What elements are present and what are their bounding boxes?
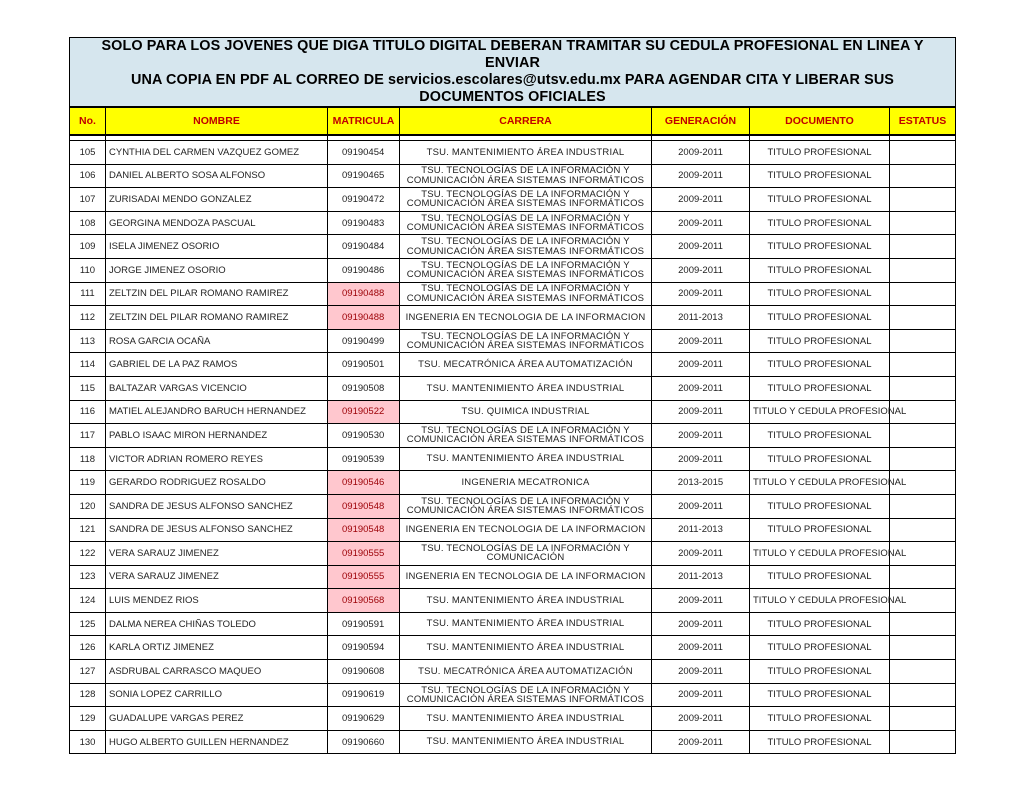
row-no-cell: 119 [70, 471, 106, 495]
row-carrera-cell: INGENERIA EN TECNOLOGIA DE LA INFORMACION [400, 306, 652, 330]
notice-text [70, 38, 956, 108]
table-row [70, 730, 956, 754]
row-matricula-cell: 09190594 [328, 636, 400, 660]
row-matricula-cell: 09190619 [328, 683, 400, 707]
column-header-row [70, 107, 956, 135]
row-matricula-cell: 09190488 [328, 306, 400, 330]
row-documento-cell: TITULO PROFESIONAL [750, 235, 890, 259]
row-generacion-cell: 2009-2011 [652, 141, 750, 165]
row-generacion-cell: 2009-2011 [652, 188, 750, 212]
table-row [70, 707, 956, 731]
table-row [70, 494, 956, 518]
row-estatus-cell [890, 612, 956, 636]
row-nombre-cell: HUGO ALBERTO GUILLEN HERNANDEZ [106, 730, 328, 754]
row-matricula-cell: 09190548 [328, 494, 400, 518]
row-estatus-cell [890, 211, 956, 235]
row-carrera-cell: TSU. TECNOLOGÍAS DE LA INFORMACIÓN Y COMUNICACIÓN ÁREA SISTEMAS INFORMÁTICOS [400, 424, 652, 448]
row-nombre-cell: GEORGINA MENDOZA PASCUAL [106, 211, 328, 235]
row-no-cell: 123 [70, 565, 106, 589]
row-matricula-cell: 09190629 [328, 707, 400, 731]
row-generacion-cell: 2009-2011 [652, 636, 750, 660]
table-row [70, 235, 956, 259]
row-documento-cell: TITULO PROFESIONAL [750, 565, 890, 589]
table-row [70, 258, 956, 282]
header-nombre: NOMBRE [106, 107, 328, 135]
row-estatus-cell [890, 424, 956, 448]
row-estatus-cell [890, 636, 956, 660]
row-estatus-cell [890, 188, 956, 212]
row-estatus-cell [890, 494, 956, 518]
row-no-cell: 126 [70, 636, 106, 660]
row-estatus-cell [890, 376, 956, 400]
row-carrera-cell: TSU. MANTENIMIENTO ÁREA INDUSTRIAL [400, 612, 652, 636]
notice-line-2: UNA COPIA EN PDF AL CORREO DE servicios.escolares@utsv.edu.mx PARA AGENDAR CITA Y LIBERAR SUS [131, 72, 895, 88]
row-documento-cell: TITULO Y CEDULA PROFESIONAL [750, 400, 890, 424]
row-no-cell: 106 [70, 164, 106, 188]
row-nombre-cell: GABRIEL DE LA PAZ RAMOS [106, 353, 328, 377]
row-matricula-cell: 09190568 [328, 589, 400, 613]
row-carrera-cell: TSU. TECNOLOGÍAS DE LA INFORMACIÓN Y COMUNICACIÓN ÁREA SISTEMAS INFORMÁTICOS [400, 188, 652, 212]
row-generacion-cell: 2009-2011 [652, 542, 750, 566]
table-row [70, 329, 956, 353]
row-documento-cell: TITULO PROFESIONAL [750, 683, 890, 707]
row-no-cell: 112 [70, 306, 106, 330]
row-nombre-cell: ASDRUBAL CARRASCO MAQUEO [106, 660, 328, 684]
row-estatus-cell [890, 518, 956, 542]
row-matricula-cell: 09190465 [328, 164, 400, 188]
row-documento-cell: TITULO PROFESIONAL [750, 188, 890, 212]
row-estatus-cell [890, 683, 956, 707]
row-no-cell: 128 [70, 683, 106, 707]
row-carrera-cell: TSU. MANTENIMIENTO ÁREA INDUSTRIAL [400, 447, 652, 471]
row-nombre-cell: LUIS MENDEZ RIOS [106, 589, 328, 613]
row-estatus-cell [890, 282, 956, 306]
row-nombre-cell: GUADALUPE VARGAS PEREZ [106, 707, 328, 731]
row-generacion-cell: 2009-2011 [652, 400, 750, 424]
row-documento-cell: TITULO PROFESIONAL [750, 141, 890, 165]
row-carrera-cell: TSU. TECNOLOGÍAS DE LA INFORMACIÓN Y COMUNICACIÓN ÁREA SISTEMAS INFORMÁTICOS [400, 164, 652, 188]
row-matricula-cell: 09190499 [328, 329, 400, 353]
table-row [70, 306, 956, 330]
row-no-cell: 117 [70, 424, 106, 448]
table-row [70, 164, 956, 188]
header-carrera: CARRERA [400, 107, 652, 135]
row-matricula-cell: 09190472 [328, 188, 400, 212]
row-documento-cell: TITULO PROFESIONAL [750, 211, 890, 235]
row-no-cell: 120 [70, 494, 106, 518]
row-carrera-cell: INGENERIA EN TECNOLOGIA DE LA INFORMACION [400, 565, 652, 589]
row-generacion-cell: 2009-2011 [652, 282, 750, 306]
row-matricula-cell: 09190522 [328, 400, 400, 424]
row-documento-cell: TITULO PROFESIONAL [750, 447, 890, 471]
row-documento-cell: TITULO PROFESIONAL [750, 730, 890, 754]
row-no-cell: 107 [70, 188, 106, 212]
table-row [70, 141, 956, 165]
row-nombre-cell: SANDRA DE JESUS ALFONSO SANCHEZ [106, 518, 328, 542]
row-carrera-cell: INGENERIA EN TECNOLOGIA DE LA INFORMACION [400, 518, 652, 542]
row-carrera-cell: TSU. TECNOLOGÍAS DE LA INFORMACIÓN Y COMUNICACIÓN ÁREA SISTEMAS INFORMÁTICOS [400, 329, 652, 353]
row-generacion-cell: 2009-2011 [652, 730, 750, 754]
row-no-cell: 124 [70, 589, 106, 613]
row-generacion-cell: 2009-2011 [652, 258, 750, 282]
row-matricula-cell: 09190486 [328, 258, 400, 282]
table-row [70, 400, 956, 424]
row-estatus-cell [890, 730, 956, 754]
row-nombre-cell: BALTAZAR VARGAS VICENCIO [106, 376, 328, 400]
header-generacion: GENERACIÓN [652, 107, 750, 135]
row-no-cell: 129 [70, 707, 106, 731]
row-documento-cell: TITULO PROFESIONAL [750, 282, 890, 306]
row-carrera-cell: TSU. TECNOLOGÍAS DE LA INFORMACIÓN Y COMUNICACIÓN ÁREA SISTEMAS INFORMÁTICOS [400, 282, 652, 306]
row-generacion-cell: 2009-2011 [652, 211, 750, 235]
row-nombre-cell: JORGE JIMENEZ OSORIO [106, 258, 328, 282]
row-no-cell: 111 [70, 282, 106, 306]
row-documento-cell: TITULO PROFESIONAL [750, 660, 890, 684]
table-row [70, 188, 956, 212]
row-no-cell: 121 [70, 518, 106, 542]
row-estatus-cell [890, 141, 956, 165]
row-generacion-cell: 2011-2013 [652, 565, 750, 589]
row-generacion-cell: 2009-2011 [652, 164, 750, 188]
table-row [70, 424, 956, 448]
row-nombre-cell: ISELA JIMENEZ OSORIO [106, 235, 328, 259]
header-documento: DOCUMENTO [750, 107, 890, 135]
row-carrera-cell: INGENERIA MECATRONICA [400, 471, 652, 495]
row-documento-cell: TITULO PROFESIONAL [750, 636, 890, 660]
row-estatus-cell [890, 447, 956, 471]
table-row [70, 353, 956, 377]
row-documento-cell: TITULO PROFESIONAL [750, 612, 890, 636]
row-matricula-cell: 09190555 [328, 565, 400, 589]
table-row [70, 211, 956, 235]
row-no-cell: 110 [70, 258, 106, 282]
table-row [70, 471, 956, 495]
row-matricula-cell: 09190591 [328, 612, 400, 636]
row-matricula-cell: 09190483 [328, 211, 400, 235]
row-matricula-cell: 09190608 [328, 660, 400, 684]
row-estatus-cell [890, 329, 956, 353]
row-nombre-cell: VICTOR ADRIAN ROMERO REYES [106, 447, 328, 471]
row-no-cell: 113 [70, 329, 106, 353]
row-estatus-cell [890, 707, 956, 731]
row-carrera-cell: TSU. TECNOLOGÍAS DE LA INFORMACIÓN Y COMUNICACIÓN ÁREA SISTEMAS INFORMÁTICOS [400, 235, 652, 259]
row-carrera-cell: TSU. MECATRÓNICA ÁREA AUTOMATIZACIÓN [400, 353, 652, 377]
row-documento-cell: TITULO PROFESIONAL [750, 494, 890, 518]
row-generacion-cell: 2009-2011 [652, 589, 750, 613]
notice-line-1: SOLO PARA LOS JOVENES QUE DIGA TITULO DIGITAL DEBERAN TRAMITAR SU CEDULA PROFESIONAL EN LINEA Y ENVIAR [101, 38, 924, 71]
row-nombre-cell: SONIA LOPEZ CARRILLO [106, 683, 328, 707]
table-row [70, 636, 956, 660]
row-carrera-cell: TSU. TECNOLOGÍAS DE LA INFORMACIÓN Y COMUNICACIÓN ÁREA SISTEMAS INFORMÁTICOS [400, 683, 652, 707]
row-generacion-cell: 2009-2011 [652, 235, 750, 259]
notice-banner [70, 38, 956, 108]
row-carrera-cell: TSU. MANTENIMIENTO ÁREA INDUSTRIAL [400, 376, 652, 400]
row-matricula-cell: 09190660 [328, 730, 400, 754]
row-no-cell: 130 [70, 730, 106, 754]
row-estatus-cell [890, 660, 956, 684]
row-carrera-cell: TSU. QUIMICA INDUSTRIAL [400, 400, 652, 424]
row-generacion-cell: 2009-2011 [652, 353, 750, 377]
row-nombre-cell: SANDRA DE JESUS ALFONSO SANCHEZ [106, 494, 328, 518]
row-carrera-cell: TSU. TECNOLOGÍAS DE LA INFORMACIÓN Y COMUNICACIÓN ÁREA SISTEMAS INFORMÁTICOS [400, 211, 652, 235]
row-nombre-cell: MATIEL ALEJANDRO BARUCH HERNANDEZ [106, 400, 328, 424]
row-nombre-cell: VERA SARAUZ JIMENEZ [106, 565, 328, 589]
row-estatus-cell [890, 235, 956, 259]
row-nombre-cell: GERARDO RODRIGUEZ ROSALDO [106, 471, 328, 495]
row-generacion-cell: 2009-2011 [652, 612, 750, 636]
header-matricula: MATRICULA [328, 107, 400, 135]
header-estatus: ESTATUS [890, 107, 956, 135]
row-documento-cell: TITULO Y CEDULA PROFESIONAL [750, 542, 890, 566]
row-nombre-cell: KARLA ORTIZ JIMENEZ [106, 636, 328, 660]
table-row [70, 612, 956, 636]
row-carrera-cell: TSU. MANTENIMIENTO ÁREA INDUSTRIAL [400, 636, 652, 660]
row-matricula-cell: 09190548 [328, 518, 400, 542]
row-carrera-cell: TSU. MANTENIMIENTO ÁREA INDUSTRIAL [400, 141, 652, 165]
row-nombre-cell: CYNTHIA DEL CARMEN VAZQUEZ GOMEZ [106, 141, 328, 165]
row-generacion-cell: 2009-2011 [652, 447, 750, 471]
row-carrera-cell: TSU. MANTENIMIENTO ÁREA INDUSTRIAL [400, 589, 652, 613]
row-documento-cell: TITULO PROFESIONAL [750, 518, 890, 542]
row-generacion-cell: 2009-2011 [652, 424, 750, 448]
row-carrera-cell: TSU. MANTENIMIENTO ÁREA INDUSTRIAL [400, 730, 652, 754]
row-generacion-cell: 2009-2011 [652, 707, 750, 731]
table-row [70, 447, 956, 471]
table-row [70, 518, 956, 542]
row-documento-cell: TITULO PROFESIONAL [750, 424, 890, 448]
document-sheet [69, 37, 955, 754]
row-estatus-cell [890, 258, 956, 282]
row-matricula-cell: 09190488 [328, 282, 400, 306]
row-generacion-cell: 2009-2011 [652, 376, 750, 400]
table-body [70, 141, 956, 754]
row-nombre-cell: ZURISADAI MENDO GONZALEZ [106, 188, 328, 212]
table-row [70, 565, 956, 589]
header-no: No. [70, 107, 106, 135]
students-table [69, 37, 956, 754]
table-row [70, 589, 956, 613]
row-generacion-cell: 2013-2015 [652, 471, 750, 495]
row-estatus-cell [890, 306, 956, 330]
row-no-cell: 105 [70, 141, 106, 165]
row-nombre-cell: DALMA NEREA CHIÑAS TOLEDO [106, 612, 328, 636]
row-estatus-cell [890, 565, 956, 589]
table-row [70, 683, 956, 707]
row-nombre-cell: VERA SARAUZ JIMENEZ [106, 542, 328, 566]
row-generacion-cell: 2009-2011 [652, 660, 750, 684]
row-no-cell: 118 [70, 447, 106, 471]
row-nombre-cell: ROSA GARCIA OCAÑA [106, 329, 328, 353]
table-row [70, 542, 956, 566]
row-nombre-cell: ZELTZIN DEL PILAR ROMANO RAMIREZ [106, 306, 328, 330]
row-matricula-cell: 09190454 [328, 141, 400, 165]
row-matricula-cell: 09190546 [328, 471, 400, 495]
row-no-cell: 108 [70, 211, 106, 235]
row-generacion-cell: 2009-2011 [652, 494, 750, 518]
notice-line-3: DOCUMENTOS OFICIALES [419, 89, 606, 105]
row-documento-cell: TITULO PROFESIONAL [750, 376, 890, 400]
row-nombre-cell: PABLO ISAAC MIRON HERNANDEZ [106, 424, 328, 448]
row-nombre-cell: ZELTZIN DEL PILAR ROMANO RAMIREZ [106, 282, 328, 306]
row-matricula-cell: 09190555 [328, 542, 400, 566]
row-carrera-cell: TSU. TECNOLOGÍAS DE LA INFORMACIÓN Y COMUNICACIÓN ÁREA SISTEMAS INFORMÁTICOS [400, 494, 652, 518]
row-generacion-cell: 2011-2013 [652, 518, 750, 542]
row-matricula-cell: 09190539 [328, 447, 400, 471]
row-no-cell: 127 [70, 660, 106, 684]
table-row [70, 660, 956, 684]
row-documento-cell: TITULO PROFESIONAL [750, 258, 890, 282]
table-row [70, 282, 956, 306]
row-no-cell: 116 [70, 400, 106, 424]
row-matricula-cell: 09190530 [328, 424, 400, 448]
row-generacion-cell: 2009-2011 [652, 683, 750, 707]
row-documento-cell: TITULO PROFESIONAL [750, 707, 890, 731]
row-matricula-cell: 09190501 [328, 353, 400, 377]
row-no-cell: 122 [70, 542, 106, 566]
row-documento-cell: TITULO PROFESIONAL [750, 329, 890, 353]
row-no-cell: 114 [70, 353, 106, 377]
row-carrera-cell: TSU. MECATRÓNICA ÁREA AUTOMATIZACIÓN [400, 660, 652, 684]
row-carrera-cell: TSU. TECNOLOGÍAS DE LA INFORMACIÓN Y COMUNICACIÓN [400, 542, 652, 566]
row-documento-cell: TITULO PROFESIONAL [750, 306, 890, 330]
row-nombre-cell: DANIEL ALBERTO SOSA ALFONSO [106, 164, 328, 188]
table-row [70, 376, 956, 400]
row-no-cell: 115 [70, 376, 106, 400]
row-carrera-cell: TSU. TECNOLOGÍAS DE LA INFORMACIÓN Y COMUNICACIÓN ÁREA SISTEMAS INFORMÁTICOS [400, 258, 652, 282]
row-carrera-cell: TSU. MANTENIMIENTO ÁREA INDUSTRIAL [400, 707, 652, 731]
row-documento-cell: TITULO Y CEDULA PROFESIONAL [750, 589, 890, 613]
row-matricula-cell: 09190484 [328, 235, 400, 259]
row-documento-cell: TITULO Y CEDULA PROFESIONAL [750, 471, 890, 495]
row-no-cell: 125 [70, 612, 106, 636]
row-matricula-cell: 09190508 [328, 376, 400, 400]
row-generacion-cell: 2011-2013 [652, 306, 750, 330]
row-estatus-cell [890, 164, 956, 188]
row-documento-cell: TITULO PROFESIONAL [750, 164, 890, 188]
row-no-cell: 109 [70, 235, 106, 259]
row-documento-cell: TITULO PROFESIONAL [750, 353, 890, 377]
row-estatus-cell [890, 353, 956, 377]
row-generacion-cell: 2009-2011 [652, 329, 750, 353]
